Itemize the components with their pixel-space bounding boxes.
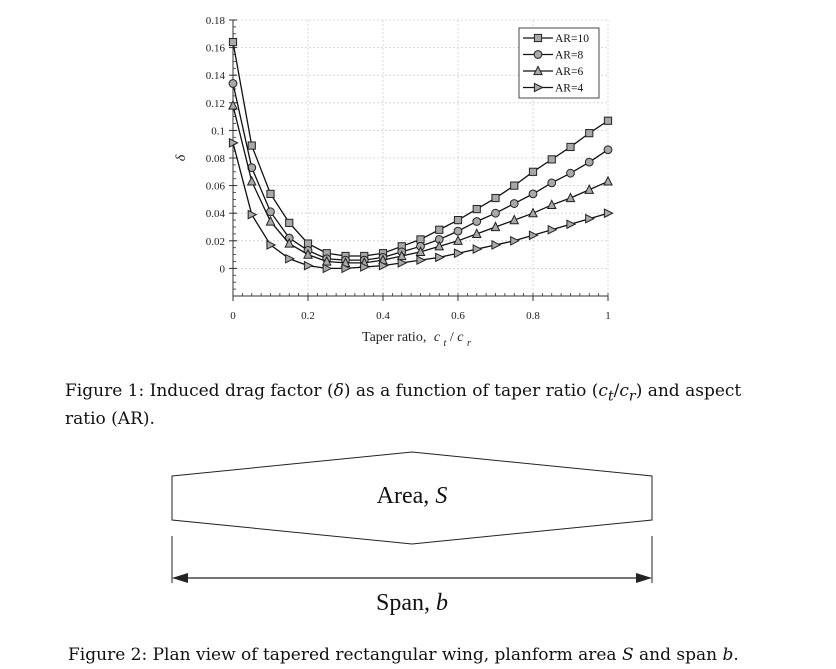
- wing-span-label: [376, 590, 448, 616]
- data-point: [454, 217, 461, 224]
- wing-area-label: [377, 483, 448, 509]
- caption1-c1: c: [598, 381, 608, 401]
- data-point: [248, 177, 256, 185]
- caption1-part-c: ) and aspect ratio (AR).: [65, 381, 742, 430]
- caption1-slash: /: [613, 381, 620, 401]
- x-tick-label: 1: [605, 310, 611, 322]
- data-point: [492, 241, 500, 249]
- series-line: [233, 83, 608, 260]
- data-point: [473, 245, 481, 253]
- data-point: [529, 168, 536, 175]
- legend-marker: [534, 51, 542, 59]
- y-tick-label: 0.18: [205, 15, 225, 27]
- y-tick-label: 0: [219, 263, 225, 276]
- y-tick-label: 0.06: [205, 180, 225, 193]
- y-axis-title: δ: [174, 154, 189, 162]
- legend-label: AR=8: [555, 49, 584, 62]
- data-point: [229, 80, 237, 88]
- caption1-sub-t: t: [607, 388, 614, 405]
- data-point: [229, 38, 236, 45]
- span-arrowhead-right: [636, 573, 652, 583]
- data-point: [454, 227, 462, 235]
- x-axis-title: [362, 330, 471, 350]
- data-point: [510, 200, 518, 208]
- data-point: [473, 205, 480, 212]
- wing-span-symbol: b: [436, 590, 448, 616]
- x-tick-label: 0.6: [451, 310, 465, 322]
- data-point: [586, 215, 594, 223]
- caption2-end: .: [733, 645, 739, 665]
- y-tick-label: 0.12: [205, 97, 225, 110]
- data-point: [266, 217, 274, 225]
- data-point: [548, 179, 556, 187]
- data-point: [567, 220, 575, 228]
- y-tick-label: 0.16: [205, 42, 225, 55]
- y-tick-label: 0.08: [205, 153, 225, 165]
- wing-span-text: Span,: [376, 590, 430, 616]
- data-point: [248, 210, 256, 218]
- span-arrowhead-left: [172, 573, 188, 583]
- data-point: [248, 142, 255, 149]
- legend-label: AR=6: [555, 66, 584, 78]
- data-point: [417, 256, 425, 264]
- wing-planform-diagram: [160, 440, 670, 625]
- caption2-part-a: Figure 2: Plan view of tapered rectangular wing, planform area: [68, 645, 622, 665]
- y-tick-label: 0.04: [205, 208, 225, 221]
- data-point: [304, 262, 312, 270]
- data-point: [604, 146, 612, 154]
- figure-2-caption: [68, 644, 739, 667]
- x-tick-label: 0.2: [301, 310, 315, 322]
- data-point: [492, 194, 499, 201]
- data-point: [604, 209, 612, 217]
- data-point: [604, 177, 612, 185]
- caption2-b: b: [722, 645, 734, 665]
- y-tick-label: 0.02: [205, 235, 225, 248]
- x-axis-title-sub-t: t: [443, 338, 447, 349]
- data-point: [286, 255, 294, 263]
- data-point: [529, 209, 537, 217]
- data-point: [511, 237, 519, 245]
- data-point: [492, 209, 500, 217]
- wing-area-symbol: S: [435, 483, 448, 509]
- data-point: [548, 226, 556, 234]
- data-point: [267, 190, 274, 197]
- data-point: [586, 130, 593, 137]
- x-axis-title-sub-r: r: [466, 338, 471, 349]
- data-point: [567, 143, 574, 150]
- x-tick-label: 0: [230, 310, 236, 322]
- x-axis-title-slash: /: [449, 330, 454, 345]
- caption1-delta: δ: [333, 381, 344, 401]
- x-tick-label: 0.8: [526, 310, 540, 322]
- data-point: [286, 219, 293, 226]
- wing-area-text: Area,: [376, 483, 430, 509]
- chart-legend: [519, 28, 599, 98]
- legend-marker: [534, 34, 541, 41]
- caption1-c2: c: [619, 381, 629, 401]
- data-point: [473, 218, 481, 226]
- caption1-sub-r: r: [628, 388, 636, 405]
- data-point: [567, 169, 575, 177]
- data-point: [229, 101, 237, 109]
- x-axis-title-text: Taper ratio,: [362, 330, 427, 345]
- data-point: [436, 226, 443, 233]
- caption1-part-a: Figure 1: Induced drag factor (: [65, 381, 334, 401]
- data-point: [585, 185, 593, 193]
- data-point: [529, 231, 537, 239]
- x-axis-title-c2: c: [457, 330, 464, 345]
- x-tick-label: 0.4: [376, 310, 390, 322]
- y-tick-label: 0.14: [205, 70, 225, 83]
- data-point: [585, 158, 593, 166]
- data-point: [566, 193, 574, 201]
- y-tick-label: 0.1: [211, 125, 225, 138]
- data-point: [604, 117, 611, 124]
- data-point: [436, 253, 444, 261]
- data-point: [548, 156, 555, 163]
- caption2-S: S: [621, 645, 634, 665]
- caption2-part-b: and span: [633, 645, 723, 665]
- data-point: [454, 249, 462, 257]
- data-point: [511, 182, 518, 189]
- caption1-part-b: ) as a function of taper ratio (: [343, 381, 599, 401]
- legend-label: AR=10: [555, 33, 589, 45]
- data-point: [529, 190, 537, 198]
- figure-1-caption: [65, 380, 775, 431]
- x-axis-title-c1: c: [433, 330, 441, 345]
- legend-label: AR=4: [555, 82, 584, 95]
